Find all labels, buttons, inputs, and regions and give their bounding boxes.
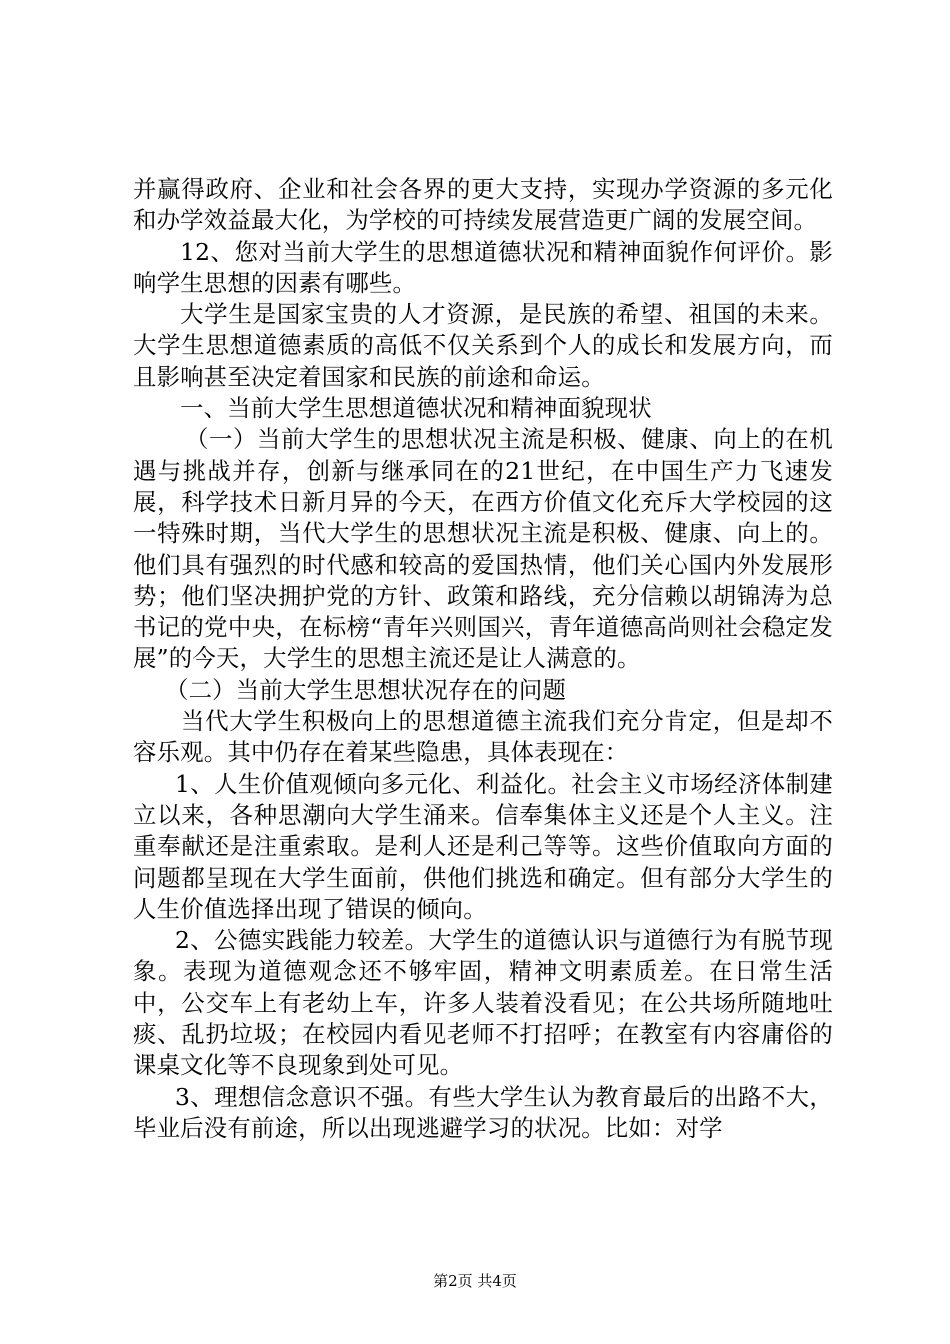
list-item-ideals: 3、理想信念意识不强。有些大学生认为教育最后的出路不大，毕业后没有前途，所以出现逃避学习的状况。比如：对学 [133,1082,833,1142]
paragraph-problems-intro: 当代大学生积极向上的思想道德主流我们充分肯定，但是却不容乐观。其中仍存在着某些隐患，具体表现在： [133,707,833,767]
document-body [133,174,833,1144]
paragraph-intro: 大学生是国家宝贵的人才资源，是民族的希望、祖国的未来。大学生思想道德素质的高低不仅关系到个人的成长和发展方向，而且影响甚至决定着国家和民族的前途和命运。 [133,300,833,391]
question-heading: 12、您对当前大学生的思想道德状况和精神面貌作何评价。影响学生思想的因素有哪些。 [133,237,833,297]
paragraph-subsection-one: （一）当前大学生的思想状况主流是积极、健康、向上的在机遇与挑战并存，创新与继承同在的21世纪，在中国生产力飞速发展，科学技术日新月异的今天，在西方价值文化充斥大学校园的这一特殊时期，当代大学生的思想状况主流是积极、健康、向上的。他们具有强烈的时代感和较高的爱国热情，他们关心国内外发展形势；他们坚决拥护党的方针、政策和路线，充分信赖以胡锦涛为总书记的党中央，在标榜“青年兴则国兴，青年道德高尚则社会稳定发展”的今天，大学生的思想主流还是让人满意的。 [133,425,833,673]
page-number: 第2页 共4页 [433,1272,517,1290]
subsection-heading: （二）当前大学生思想状况存在的问题 [165,675,567,704]
list-item-morality: 2、公德实践能力较差。大学生的道德认识与道德行为有脱节现象。表现为道德观念还不够牢固，精神文明素质差。在日常生活中，公交车上有老幼上车，许多人装着没看见；在公共场所随地吐痰、乱扔垃圾；在校园内看见老师不打招呼；在教室有内容庸俗的课桌文化等不良现象到处可见。 [133,926,833,1080]
paragraph-continuation: 并赢得政府、企业和社会各界的更大支持，实现办学资源的多元化和办学效益最大化，为学校的可持续发展营造更广阔的发展空间。 [133,175,833,235]
list-item-values: 1、人生价值观倾向多元化、利益化。社会主义市场经济体制建立以来，各种思潮向大学生涌来。信奉集体主义还是个人主义。注重奉献还是注重索取。是利人还是利己等等。这些价值取向方面的问题都呈现在大学生面前，供他们挑选和确定。但有部分大学生的人生价值选择出现了错误的倾向。 [133,769,833,923]
section-heading: 一、当前大学生思想道德状况和精神面貌现状 [180,394,652,423]
